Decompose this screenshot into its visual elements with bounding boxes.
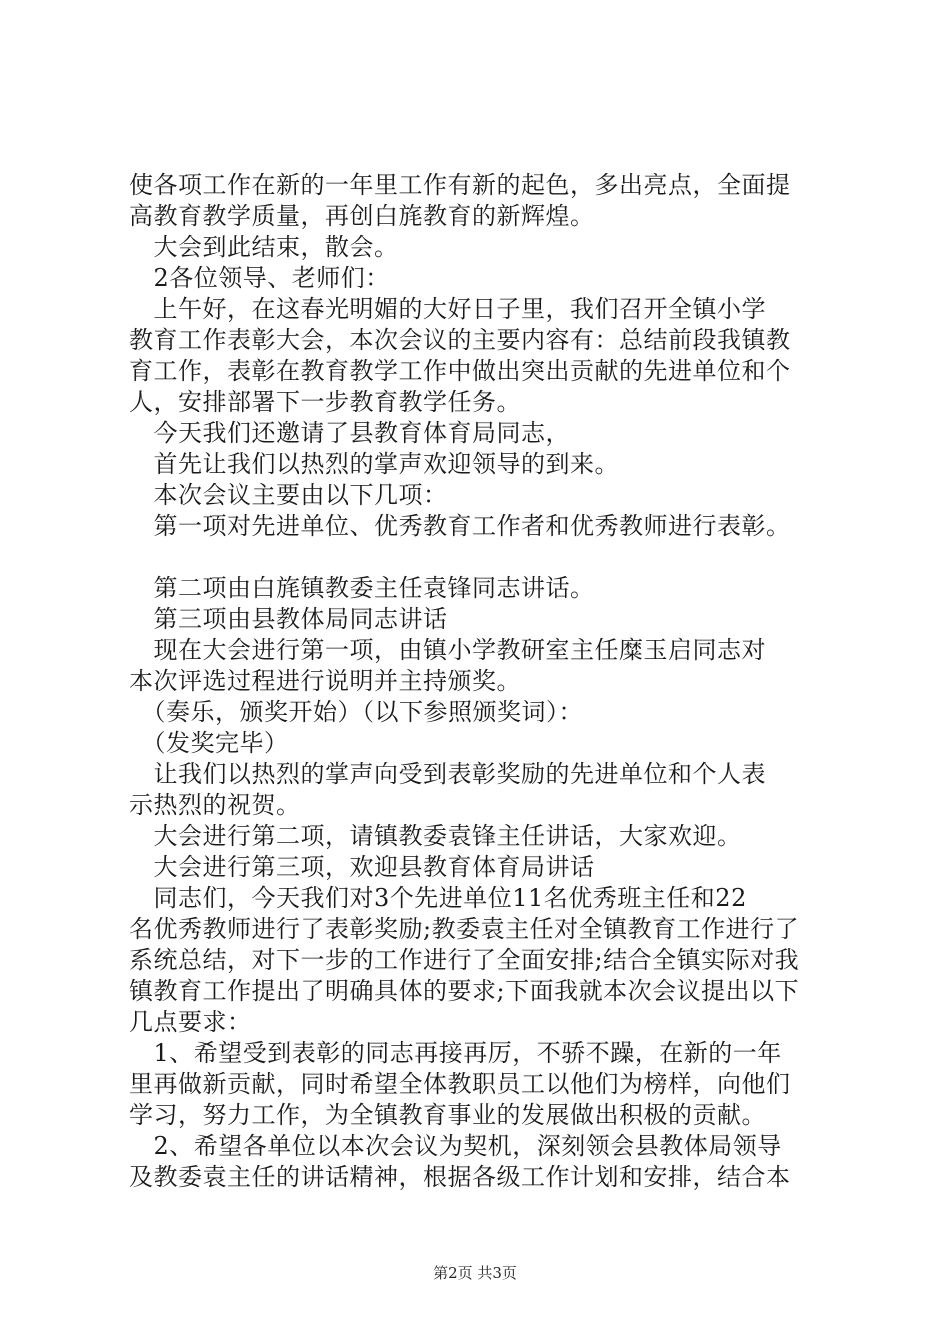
text-line: 里再做新贡献，同时希望全体教职员工以他们为榜样，向他们 [129,1070,791,1098]
text-line: 今天我们还邀请了县教育体育局同志， [129,419,570,447]
text-line: （发奖完毕） [129,729,289,757]
page-footer: 第2页 共3页 [433,1264,517,1282]
text-line: 本次评选过程进行说明并主持颁奖。 [129,667,521,695]
text-line: 名优秀教师进行了表彰奖励;教委袁主任对全镇教育工作进行了 [129,915,800,943]
text-line: 本次会议主要由以下几项： [129,481,448,509]
text-line: 育工作，表彰在教育教学工作中做出突出贡献的先进单位和个 [129,357,791,385]
text-line: 让我们以热烈的掌声向受到表彰奖励的先进单位和个人表 [129,760,766,788]
text-line: 几点要求： [129,1008,252,1036]
text-line: 学习，努力工作，为全镇教育事业的发展做出积极的贡献。 [129,1101,766,1129]
text-line: 人，安排部署下一步教育教学任务。 [129,388,521,416]
text-line: 系统总结，对下一步的工作进行了全面安排;结合全镇实际对我 [129,946,800,974]
document-body [129,170,859,1193]
text-line: 第三项由县教体局同志讲话 [129,605,448,633]
text-line: （奏乐，颁奖开始）（以下参照颁奖词）： [129,698,583,726]
text-line: 2、希望各单位以本次会议为契机，深刻领会县教体局领导 [129,1132,782,1160]
text-line: 大会到此结束，散会。 [129,233,399,261]
text-line: 及教委袁主任的讲话精神，根据各级工作计划和安排，结合本 [129,1163,791,1191]
text-line: 高教育教学质量，再创白旄教育的新辉煌。 [129,202,595,230]
text-line: 使各项工作在新的一年里工作有新的起色，多出亮点，全面提 [129,171,791,199]
text-line: 第一项对先进单位、优秀教育工作者和优秀教师进行表彰。 [129,512,791,540]
text-line: 大会进行第三项，欢迎县教育体育局讲话 [129,853,595,881]
text-line: 同志们，今天我们对3个先进单位11名优秀班主任和22 [129,884,747,912]
text-line: 首先让我们以热烈的掌声欢迎领导的到来。 [129,450,619,478]
text-line: 现在大会进行第一项，由镇小学教研室主任糜玉启同志对 [129,636,766,664]
text-line: 2各位领导、老师们： [129,264,390,292]
text-line: 上午好，在这春光明媚的大好日子里，我们召开全镇小学 [129,295,766,323]
text-line: 教育工作表彰大会，本次会议的主要内容有：总结前段我镇教 [129,326,791,354]
text-line: 示热烈的祝贺。 [129,791,301,819]
text-line: 第二项由白旄镇教委主任袁锋同志讲话。 [129,574,595,602]
text-line [129,542,859,573]
text-line: 1、希望受到表彰的同志再接再厉，不骄不躁，在新的一年 [129,1039,782,1067]
text-line: 大会进行第二项，请镇教委袁锋主任讲话，大家欢迎。 [129,822,742,850]
text-line: 镇教育工作提出了明确具体的要求;下面我就本次会议提出以下 [129,977,800,1005]
